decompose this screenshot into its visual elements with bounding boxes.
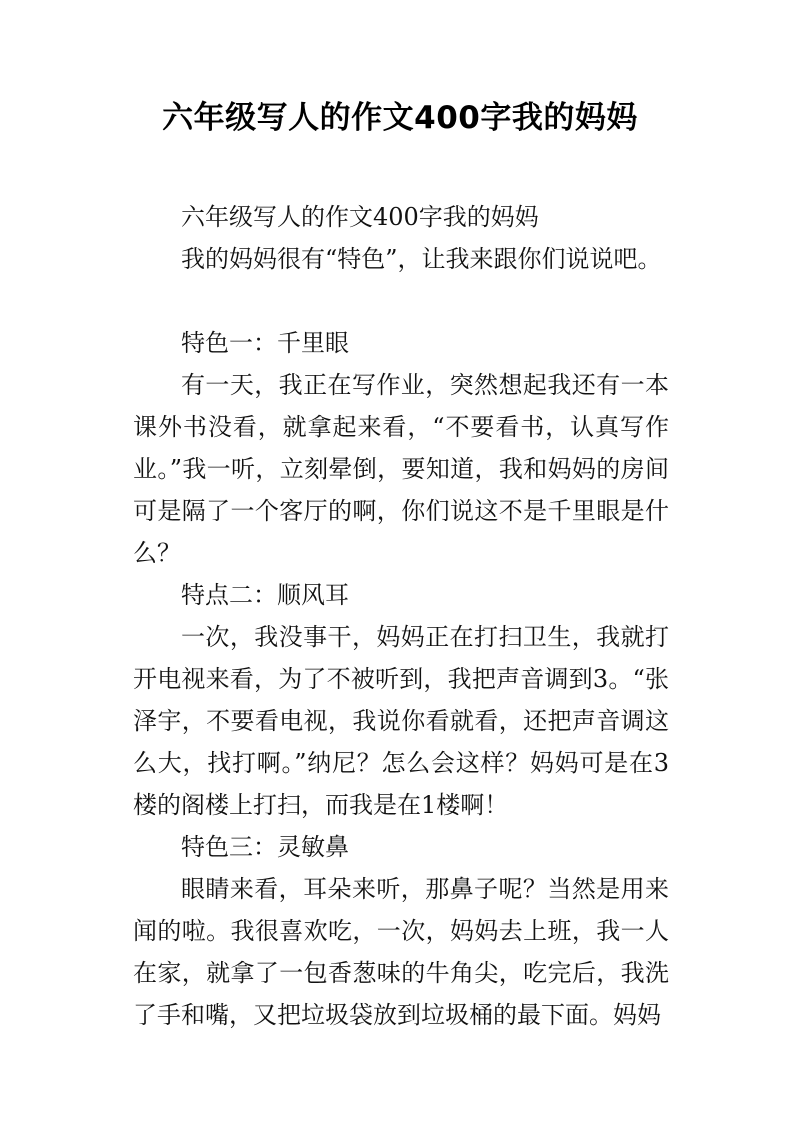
paragraph-intro: 我的妈妈很有“特色”，让我来跟你们说说吧。 — [181, 245, 662, 273]
paragraph-section-1: 有一天，我正在写作业，突然想起我还有一本课外书没看，就拿起来看，“不要看书，认真写作业。”我一听，立刻晕倒，要知道，我和妈妈的房间可是隔了一个客厅的啊，你们说这不是千里眼是什么？ — [133, 371, 669, 567]
section-heading-1: 特色一：千里眼 — [181, 329, 349, 357]
paragraph-section-3: 眼睛来看，耳朵来听，那鼻子呢？当然是用来闻的啦。我很喜欢吃，一次，妈妈去上班，我一人在家，就拿了一包香葱味的牛角尖，吃完后，我洗了手和嘴，又把垃圾袋放到垃圾桶的最下面。妈妈 — [133, 875, 669, 1029]
section-heading-2: 特点二：顺风耳 — [181, 581, 349, 609]
paragraph-heading-repeat: 六年级写人的作文400字我的妈妈 — [181, 203, 539, 231]
document-title: 六年级写人的作文400字我的妈妈 — [162, 100, 638, 136]
section-heading-3: 特色三：灵敏鼻 — [181, 833, 349, 861]
paragraph-section-2: 一次，我没事干，妈妈正在打扫卫生，我就打开电视来看，为了不被听到，我把声音调到3。“张泽宇，不要看电视，我说你看就看，还把声音调这么大，找打啊。”纳尼？怎么会这样？妈妈可是在3楼的阁楼上打扫，而我是在1楼啊！ — [133, 623, 669, 819]
document-body — [133, 196, 669, 1036]
